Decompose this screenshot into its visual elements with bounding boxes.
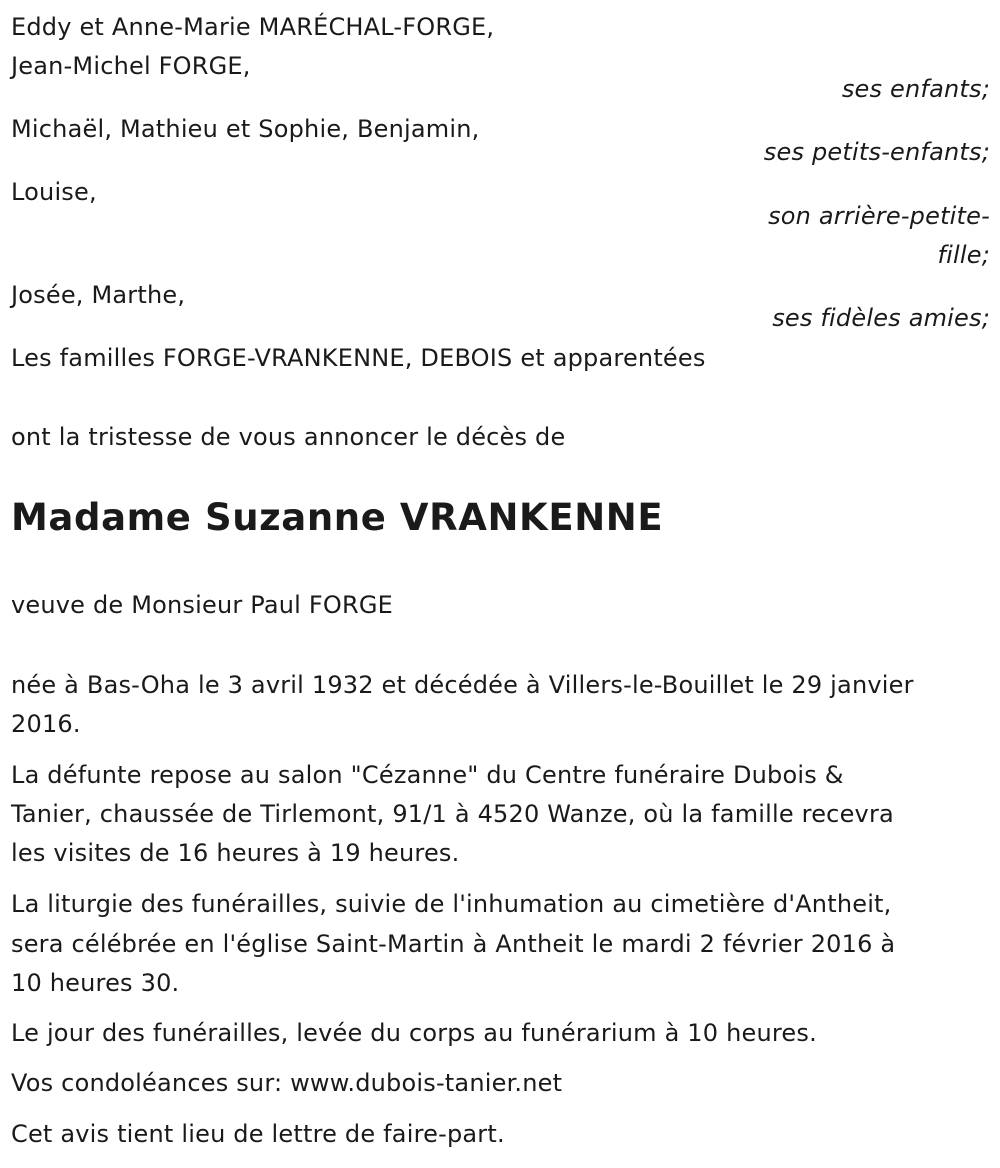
notice-line: Cet avis tient lieu de lettre de faire-part. bbox=[11, 1120, 505, 1148]
great-grandchild-role-line2: fille; bbox=[937, 241, 990, 269]
friends-role: ses fidèles amies; bbox=[772, 304, 990, 332]
deceased-name: Madame Suzanne VRANKENNE bbox=[11, 496, 664, 539]
children-role: ses enfants; bbox=[841, 75, 990, 103]
liturgy-line2: sera célébrée en l'église Saint-Martin à Antheit le mardi 2 février 2016 à bbox=[11, 930, 896, 958]
grandchildren-names: Michaël, Mathieu et Sophie, Benjamin, bbox=[11, 115, 480, 143]
families-line: Les familles FORGE-VRANKENNE, DEBOIS et apparentées bbox=[11, 344, 706, 372]
widow-of-line: veuve de Monsieur Paul FORGE bbox=[11, 591, 393, 619]
rest-info-line1: La défunte repose au salon "Cézanne" du Centre funéraire Dubois & bbox=[11, 761, 844, 789]
great-grandchild-name: Louise, bbox=[11, 178, 97, 206]
children-names-line2: Jean-Michel FORGE, bbox=[11, 52, 251, 80]
announcement-text: ont la tristesse de vous annoncer le décès de bbox=[11, 423, 566, 451]
birth-death-line1: née à Bas-Oha le 3 avril 1932 et décédée à Villers-le-Bouillet le 29 janvier bbox=[11, 671, 914, 699]
condolences-line: Vos condoléances sur: www.dubois-tanier.net bbox=[11, 1069, 563, 1097]
friends-names: Josée, Marthe, bbox=[11, 281, 186, 309]
liturgy-line1: La liturgie des funérailles, suivie de l'inhumation au cimetière d'Antheit, bbox=[11, 890, 892, 918]
rest-info-line2: Tanier, chaussée de Tirlemont, 91/1 à 4520 Wanze, où la famille recevra bbox=[11, 800, 894, 828]
liturgy-line3: 10 heures 30. bbox=[11, 969, 180, 997]
levee-line: Le jour des funérailles, levée du corps au funérarium à 10 heures. bbox=[11, 1019, 817, 1047]
great-grandchild-role-line1: son arrière-petite- bbox=[768, 202, 990, 230]
rest-info-line3: les visites de 16 heures à 19 heures. bbox=[11, 839, 460, 867]
children-names-line1: Eddy et Anne-Marie MARÉCHAL-FORGE, bbox=[11, 13, 495, 41]
grandchildren-role: ses petits-enfants; bbox=[763, 138, 990, 166]
birth-death-line2: 2016. bbox=[11, 710, 81, 738]
